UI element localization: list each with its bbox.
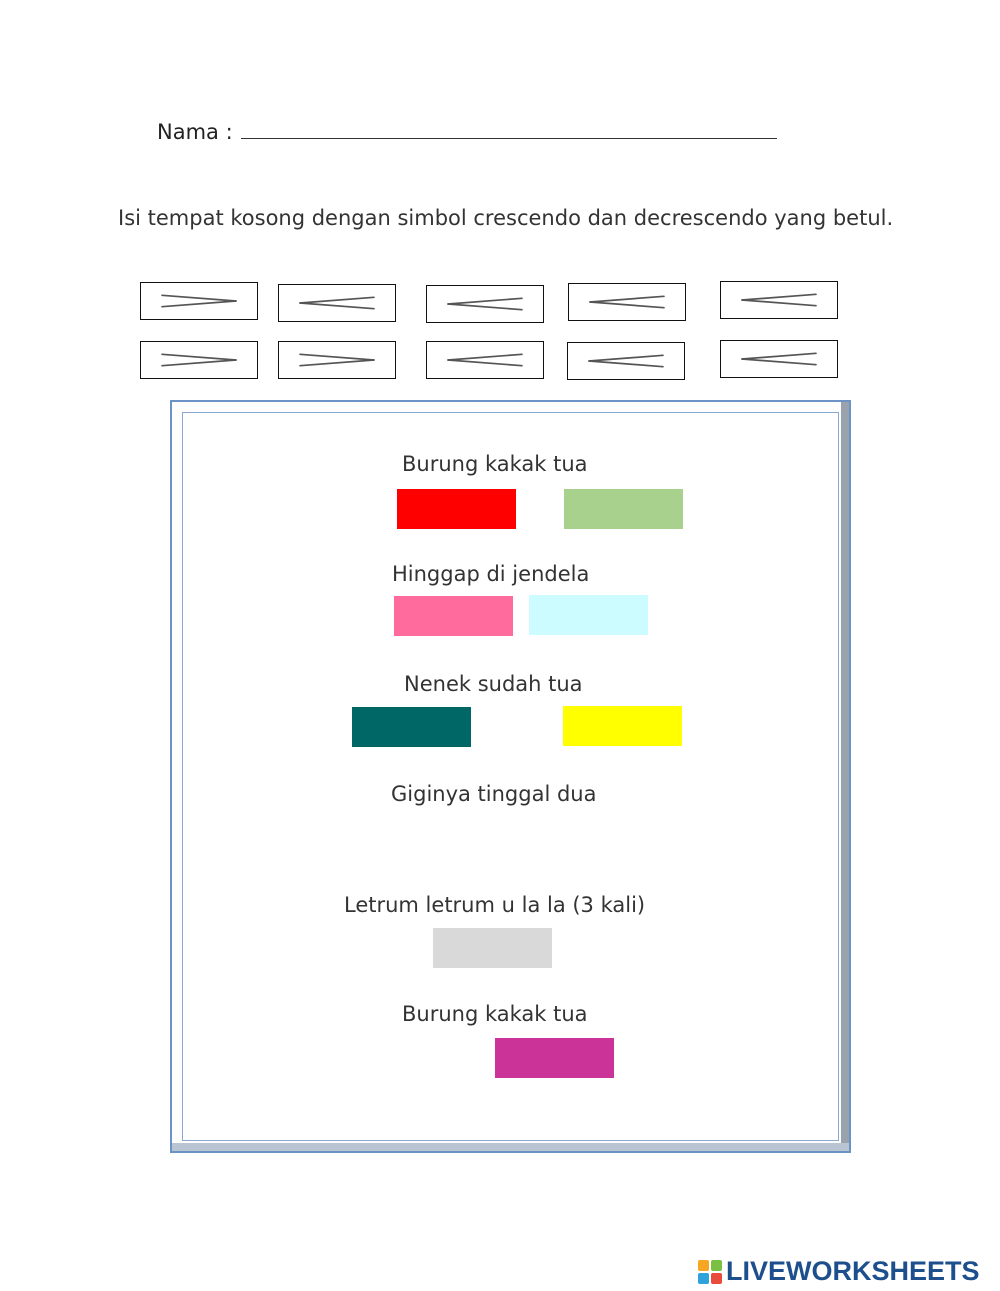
answer-drop-box[interactable]	[433, 928, 552, 968]
answer-drop-box[interactable]	[564, 489, 683, 529]
crescendo-hairpin-icon	[279, 285, 395, 321]
answer-drop-box[interactable]	[352, 707, 471, 747]
logo-square	[698, 1273, 709, 1284]
lyric-line-4: Giginya tinggal dua	[391, 782, 597, 806]
decrescendo-hairpin-icon	[141, 342, 257, 378]
symbol-card-crescendo[interactable]	[426, 285, 544, 323]
decrescendo-hairpin-icon	[141, 283, 257, 319]
answer-drop-box[interactable]	[394, 596, 513, 636]
logo-mark-icon	[698, 1260, 722, 1284]
symbol-card-crescendo[interactable]	[720, 340, 838, 378]
lyric-line-2: Hinggap di jendela	[392, 562, 590, 586]
crescendo-hairpin-icon	[427, 286, 543, 322]
logo-square	[711, 1260, 722, 1271]
symbol-card-crescendo[interactable]	[568, 283, 686, 321]
symbol-card-decrescendo[interactable]	[140, 341, 258, 379]
logo-text: LIVEWORKSHEETS	[726, 1256, 980, 1286]
liveworksheets-logo	[698, 1256, 980, 1287]
logo-square	[711, 1273, 722, 1284]
decrescendo-hairpin-icon	[279, 342, 395, 378]
frame-bevel	[841, 402, 849, 1151]
symbol-card-decrescendo[interactable]	[140, 282, 258, 320]
crescendo-hairpin-icon	[427, 342, 543, 378]
lyric-line-3: Nenek sudah tua	[404, 672, 583, 696]
symbol-card-crescendo[interactable]	[426, 341, 544, 379]
name-blank-line[interactable]	[241, 118, 777, 139]
crescendo-hairpin-icon	[721, 282, 837, 318]
answer-drop-box[interactable]	[397, 489, 516, 529]
answer-drop-box[interactable]	[529, 595, 648, 635]
crescendo-hairpin-icon	[569, 284, 685, 320]
lyric-line-6: Burung kakak tua	[402, 1002, 588, 1026]
symbol-card-crescendo[interactable]	[720, 281, 838, 319]
crescendo-hairpin-icon	[721, 341, 837, 377]
logo-square	[698, 1260, 709, 1271]
symbol-card-crescendo[interactable]	[567, 342, 685, 380]
frame-bevel	[172, 1143, 849, 1151]
lyric-line-5: Letrum letrum u la la (3 kali)	[344, 893, 646, 917]
answer-drop-box[interactable]	[563, 706, 682, 746]
instruction-text: Isi tempat kosong dengan simbol crescendo dan decrescendo yang betul.	[118, 206, 894, 230]
lyric-line-1: Burung kakak tua	[402, 452, 588, 476]
symbol-card-decrescendo[interactable]	[278, 341, 396, 379]
symbol-card-crescendo[interactable]	[278, 284, 396, 322]
answer-drop-box[interactable]	[495, 1038, 614, 1078]
crescendo-hairpin-icon	[568, 343, 684, 379]
name-label: Nama :	[157, 120, 233, 144]
name-field-row	[157, 118, 777, 144]
